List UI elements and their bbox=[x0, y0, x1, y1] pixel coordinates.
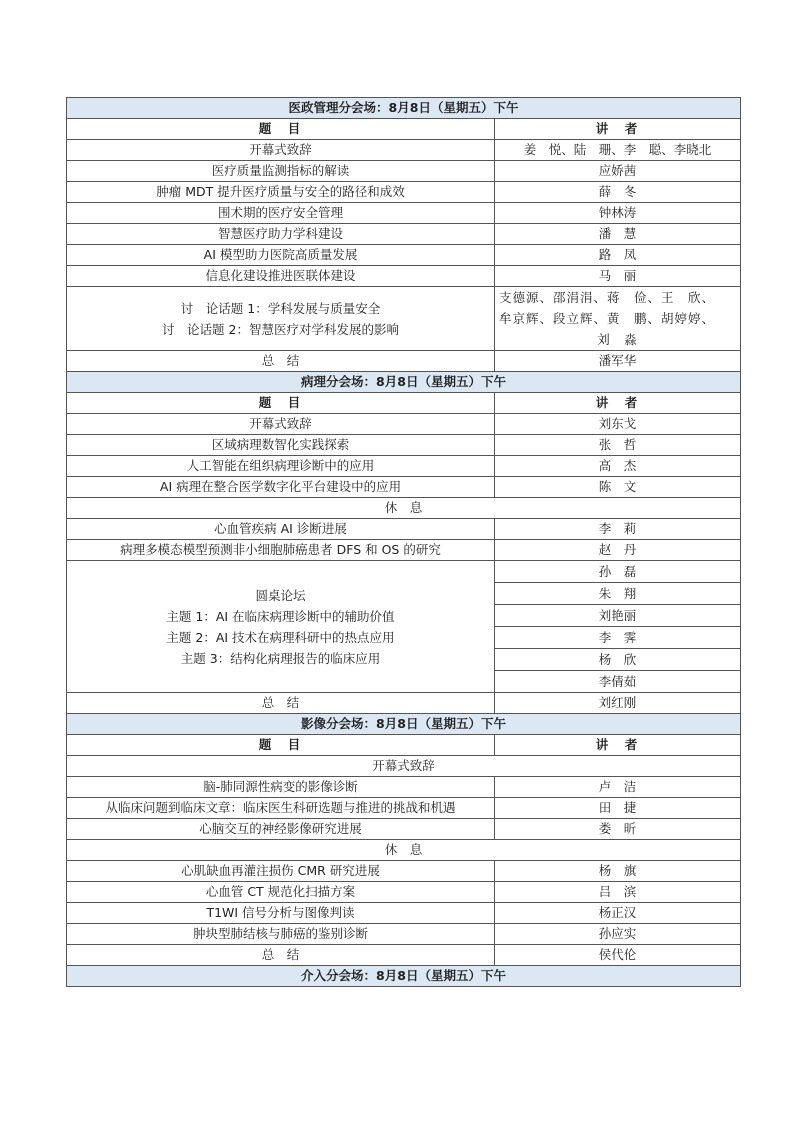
forum-title: 圆桌论坛 bbox=[255, 587, 306, 603]
speaker-cell: 李 霁 bbox=[495, 627, 741, 649]
schedule-table bbox=[66, 97, 741, 987]
table-row bbox=[67, 882, 741, 903]
topic-cell: 心血管疾病 AI 诊断进展 bbox=[67, 519, 495, 540]
speaker-cell: 李倩茹 bbox=[495, 671, 741, 693]
speaker-cell: 侯代伦 bbox=[495, 945, 741, 966]
table-row bbox=[67, 777, 741, 798]
table-row bbox=[67, 540, 741, 561]
topic-header: 题 目 bbox=[67, 735, 495, 756]
table-row bbox=[67, 245, 741, 266]
schedule-document bbox=[66, 97, 740, 987]
break-label: 休 息 bbox=[67, 498, 741, 519]
forum-row bbox=[67, 561, 741, 583]
topic-cell: 医疗质量监测指标的解读 bbox=[67, 161, 495, 182]
topic-cell: AI 病理在整合医学数字化平台建设中的应用 bbox=[67, 477, 495, 498]
speaker-cell: 田 捷 bbox=[495, 798, 741, 819]
topic-header: 题 目 bbox=[67, 119, 495, 140]
forum-theme-1: 主题 1：AI 在临床病理诊断中的辅助价值 bbox=[166, 608, 395, 624]
section-title-row bbox=[67, 98, 741, 119]
table-row bbox=[67, 224, 741, 245]
table-row bbox=[67, 477, 741, 498]
section-title-row bbox=[67, 714, 741, 735]
speaker-header: 讲 者 bbox=[495, 735, 741, 756]
section-title: 医政管理分会场：8月8日（星期五）下午 bbox=[67, 98, 741, 119]
table-row bbox=[67, 798, 741, 819]
table-row bbox=[67, 140, 741, 161]
discussion-topic-2: 讨 论话题 2：智慧医疗对学科发展的影响 bbox=[162, 321, 399, 337]
topic-cell: AI 模型助力医院高质量发展 bbox=[67, 245, 495, 266]
speaker-cell: 陈 文 bbox=[495, 477, 741, 498]
table-row bbox=[67, 456, 741, 477]
topic-cell: T1WI 信号分析与图像判读 bbox=[67, 903, 495, 924]
topic-cell: 心脑交互的神经影像研究进展 bbox=[67, 819, 495, 840]
speaker-cell: 潘 慧 bbox=[495, 224, 741, 245]
discussion-topic-1: 讨 论话题 1：学科发展与质量安全 bbox=[180, 300, 381, 316]
speaker-cell: 应娇茜 bbox=[495, 161, 741, 182]
summary-row bbox=[67, 945, 741, 966]
speaker-cell: 张 哲 bbox=[495, 435, 741, 456]
speaker-cell: 杨 欣 bbox=[495, 649, 741, 671]
opening-label: 开幕式致辞 bbox=[67, 756, 741, 777]
break-label: 休 息 bbox=[67, 840, 741, 861]
speaker-cell: 路 凤 bbox=[495, 245, 741, 266]
table-row bbox=[67, 519, 741, 540]
speaker-cell: 姜 悦、陆 珊、李 聪、李晓北 bbox=[495, 140, 741, 161]
forum-theme-2: 主题 2：AI 技术在病理科研中的热点应用 bbox=[166, 629, 395, 645]
discussion-speakers-line-3: 刘 淼 bbox=[597, 332, 638, 347]
table-header-row bbox=[67, 735, 741, 756]
section-title: 病理分会场：8月8日（星期五）下午 bbox=[67, 372, 741, 393]
speaker-cell: 吕 滨 bbox=[495, 882, 741, 903]
speaker-cell: 刘东戈 bbox=[495, 414, 741, 435]
topic-cell: 心肌缺血再灌注损伤 CMR 研究进展 bbox=[67, 861, 495, 882]
break-row bbox=[67, 840, 741, 861]
speaker-cell: 赵 丹 bbox=[495, 540, 741, 561]
opening-row bbox=[67, 756, 741, 777]
table-row bbox=[67, 903, 741, 924]
table-row bbox=[67, 435, 741, 456]
topic-cell: 开幕式致辞 bbox=[67, 414, 495, 435]
section-title-row bbox=[67, 966, 741, 987]
topic-cell: 总 结 bbox=[67, 945, 495, 966]
section-title: 影像分会场：8月8日（星期五）下午 bbox=[67, 714, 741, 735]
topic-cell: 开幕式致辞 bbox=[67, 140, 495, 161]
topic-cell: 肿瘤 MDT 提升医疗质量与安全的路径和成效 bbox=[67, 182, 495, 203]
topic-cell: 人工智能在组织病理诊断中的应用 bbox=[67, 456, 495, 477]
speaker-cell: 卢 洁 bbox=[495, 777, 741, 798]
speaker-header: 讲 者 bbox=[495, 119, 741, 140]
table-header-row bbox=[67, 393, 741, 414]
section-title: 介入分会场：8月8日（星期五）下午 bbox=[67, 966, 741, 987]
topic-cell: 病理多模态模型预测非小细胞肺癌患者 DFS 和 OS 的研究 bbox=[67, 540, 495, 561]
speaker-cell: 杨 旗 bbox=[495, 861, 741, 882]
topic-header: 题 目 bbox=[67, 393, 495, 414]
speaker-cell: 杨正汉 bbox=[495, 903, 741, 924]
section-title-row bbox=[67, 372, 741, 393]
discussion-speakers-line-2: 牟京辉、段立辉、黄 鹏、胡婷婷、 bbox=[499, 311, 716, 326]
speaker-cell: 朱 翔 bbox=[495, 583, 741, 605]
forum-theme-3: 主题 3：结构化病理报告的临床应用 bbox=[180, 650, 381, 666]
speaker-cell: 高 杰 bbox=[495, 456, 741, 477]
forum-topics bbox=[67, 561, 495, 693]
speaker-cell: 李 莉 bbox=[495, 519, 741, 540]
table-row bbox=[67, 203, 741, 224]
discussion-speakers bbox=[495, 287, 741, 351]
topic-cell: 智慧医疗助力学科建设 bbox=[67, 224, 495, 245]
table-row bbox=[67, 161, 741, 182]
table-row bbox=[67, 924, 741, 945]
speaker-cell: 刘红刚 bbox=[495, 693, 741, 714]
table-row bbox=[67, 266, 741, 287]
speaker-cell: 刘艳丽 bbox=[495, 605, 741, 627]
table-row bbox=[67, 182, 741, 203]
table-header-row bbox=[67, 119, 741, 140]
topic-cell: 心血管 CT 规范化扫描方案 bbox=[67, 882, 495, 903]
summary-row bbox=[67, 693, 741, 714]
discussion-topics bbox=[67, 287, 495, 351]
table-row bbox=[67, 861, 741, 882]
speaker-cell: 钟林涛 bbox=[495, 203, 741, 224]
topic-cell: 从临床问题到临床文章：临床医生科研选题与推进的挑战和机遇 bbox=[67, 798, 495, 819]
table-row bbox=[67, 414, 741, 435]
speaker-cell: 马 丽 bbox=[495, 266, 741, 287]
break-row bbox=[67, 498, 741, 519]
discussion-speakers-line-1: 支德源、邵涓涓、蒋 俭、王 欣、 bbox=[499, 290, 716, 305]
speaker-cell: 薛 冬 bbox=[495, 182, 741, 203]
topic-cell: 区域病理数智化实践探索 bbox=[67, 435, 495, 456]
discussion-row bbox=[67, 287, 741, 351]
speaker-cell: 孙 磊 bbox=[495, 561, 741, 583]
speaker-cell: 娄 昕 bbox=[495, 819, 741, 840]
table-row bbox=[67, 819, 741, 840]
topic-cell: 信息化建设推进医联体建设 bbox=[67, 266, 495, 287]
speaker-cell: 孙应实 bbox=[495, 924, 741, 945]
summary-row bbox=[67, 351, 741, 372]
topic-cell: 总 结 bbox=[67, 351, 495, 372]
topic-cell: 脑-肺同源性病变的影像诊断 bbox=[67, 777, 495, 798]
topic-cell: 肿块型肺结核与肺癌的鉴别诊断 bbox=[67, 924, 495, 945]
speaker-header: 讲 者 bbox=[495, 393, 741, 414]
topic-cell: 围术期的医疗安全管理 bbox=[67, 203, 495, 224]
topic-cell: 总 结 bbox=[67, 693, 495, 714]
speaker-cell: 潘军华 bbox=[495, 351, 741, 372]
